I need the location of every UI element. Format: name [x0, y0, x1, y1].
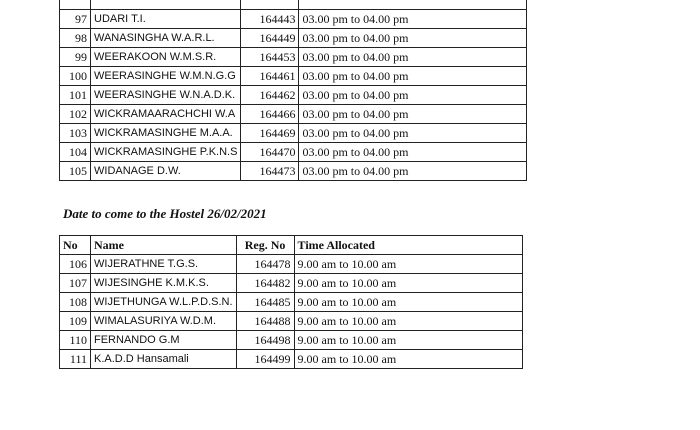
row-number: 106	[60, 255, 91, 274]
table-row	[60, 143, 527, 162]
student-name: WEERASINGHE W.N.A.D.K.	[91, 86, 241, 105]
reg-no: 164443	[241, 10, 299, 29]
reg-no: 164478	[236, 255, 294, 274]
student-name: WEERASINGHE W.M.N.G.G	[91, 67, 241, 86]
student-name: K.A.D.D Hansamali	[91, 350, 237, 369]
time-allocated: 03.00 pm to 04.00 pm	[299, 143, 527, 162]
table-row	[60, 162, 527, 181]
reg-no: 164485	[236, 293, 294, 312]
reg-no: 164469	[241, 124, 299, 143]
row-number: 101	[60, 86, 91, 105]
reg-no: 164498	[236, 331, 294, 350]
table-row	[60, 10, 527, 29]
time-allocated: 03.00 pm to 04.00 pm	[299, 105, 527, 124]
time-allocated: 9.00 am to 10.00 am	[294, 331, 522, 350]
table-row	[60, 255, 523, 274]
time-allocated: 03.00 pm to 04.00 pm	[299, 67, 527, 86]
table-row	[60, 350, 523, 369]
time-allocated: 03.00 pm to 04.00 pm	[299, 124, 527, 143]
table-row	[60, 331, 523, 350]
time-allocated: 03.00 pm to 04.00 pm	[299, 162, 527, 181]
schedule-table-2	[59, 235, 523, 369]
student-name: WIDANAGE D.W.	[91, 162, 241, 181]
table-row	[60, 0, 527, 10]
table-row	[60, 124, 527, 143]
reg-no: 164488	[236, 312, 294, 331]
row-number: 108	[60, 293, 91, 312]
table-row	[60, 86, 527, 105]
schedule-table-2-body	[60, 255, 523, 369]
reg-no: 164499	[236, 350, 294, 369]
reg-no: 164462	[241, 86, 299, 105]
student-name: WIMALASURIYA W.D.M.	[91, 312, 237, 331]
row-number: 103	[60, 124, 91, 143]
table-row	[60, 105, 527, 124]
time-allocated: 9.00 am to 10.00 am	[294, 255, 522, 274]
table-row	[60, 48, 527, 67]
table-row	[60, 293, 523, 312]
student-name: WIJETHUNGA W.L.P.D.S.N.	[91, 293, 237, 312]
student-name: WANASINGHA W.A.R.L.	[91, 29, 241, 48]
time-allocated: 03.00 pm to 04.00 pm	[299, 86, 527, 105]
schedule-table-1	[59, 0, 527, 181]
student-name	[91, 0, 241, 10]
header-time-allocated: Time Allocated	[294, 236, 522, 255]
table-row	[60, 67, 527, 86]
student-name: UDARI T.I.	[91, 10, 241, 29]
reg-no: 164453	[241, 48, 299, 67]
reg-no: 164473	[241, 162, 299, 181]
student-name: WIJESINGHE K.M.K.S.	[91, 274, 237, 293]
time-allocated: 9.00 am to 10.00 am	[294, 350, 522, 369]
row-number	[60, 0, 91, 10]
row-number: 109	[60, 312, 91, 331]
hostel-date-heading: Date to come to the Hostel 26/02/2021	[63, 206, 267, 221]
time-allocated: 03.00 pm to 04.00 pm	[299, 48, 527, 67]
row-number: 100	[60, 67, 91, 86]
row-number: 105	[60, 162, 91, 181]
time-allocated: 9.00 am to 10.00 am	[294, 312, 522, 331]
time-allocated: 03.00 pm to 04.00 pm	[299, 10, 527, 29]
row-number: 102	[60, 105, 91, 124]
header-reg-no: Reg. No	[236, 236, 294, 255]
time-allocated: 9.00 am to 10.00 am	[294, 293, 522, 312]
row-number: 107	[60, 274, 91, 293]
table-row	[60, 274, 523, 293]
row-number: 111	[60, 350, 91, 369]
table-row	[60, 29, 527, 48]
student-name: FERNANDO G.M	[91, 331, 237, 350]
student-name: WICKRAMASINGHE M.A.A.	[91, 124, 241, 143]
row-number: 110	[60, 331, 91, 350]
row-number: 98	[60, 29, 91, 48]
student-name: WIJERATHNE T.G.S.	[91, 255, 237, 274]
time-allocated	[299, 0, 527, 10]
student-name: WICKRAMASINGHE P.K.N.S	[91, 143, 241, 162]
header-no: No	[60, 236, 91, 255]
row-number: 104	[60, 143, 91, 162]
table-row	[60, 312, 523, 331]
time-allocated: 03.00 pm to 04.00 pm	[299, 29, 527, 48]
header-name: Name	[91, 236, 237, 255]
reg-no: 164449	[241, 29, 299, 48]
reg-no	[241, 0, 299, 10]
row-number: 99	[60, 48, 91, 67]
reg-no: 164461	[241, 67, 299, 86]
schedule-table-1-body	[60, 0, 527, 181]
table-header-row	[60, 236, 523, 255]
reg-no: 164482	[236, 274, 294, 293]
reg-no: 164470	[241, 143, 299, 162]
student-name: WEERAKOON W.M.S.R.	[91, 48, 241, 67]
student-name: WICKRAMAARACHCHI W.A	[91, 105, 241, 124]
row-number: 97	[60, 10, 91, 29]
time-allocated: 9.00 am to 10.00 am	[294, 274, 522, 293]
reg-no: 164466	[241, 105, 299, 124]
